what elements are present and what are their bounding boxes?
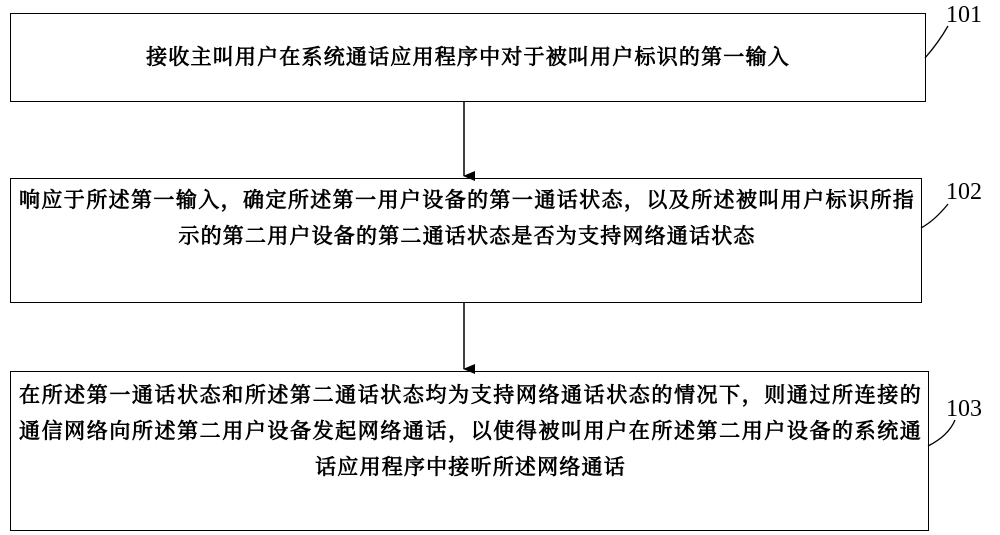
step-box-103 <box>10 371 929 531</box>
leader-line-102 <box>921 204 948 228</box>
step-ref-102: 102 <box>946 179 982 205</box>
step-text-103: 在所述第一通话状态和所述第二通话状态均为支持网络通话状态的情况下，则通过所连接的通信网络向所述第二用户设备发起网络通话，以使得被叫用户在所述第二用户设备的系统通话应用程序中接听所述网络通话 <box>19 382 922 479</box>
step-text-102: 响应于所述第一输入，确定所述第一用户设备的第一通话状态，以及所述被叫用户标识所指示的第二用户设备的第二通话状态是否为支持网络通话状态 <box>19 187 915 248</box>
step-box-102 <box>10 178 922 303</box>
step-box-101 <box>10 13 926 102</box>
leader-line-103 <box>928 420 955 446</box>
step-ref-101: 101 <box>946 2 982 28</box>
step-text-101: 接收主叫用户在系统通话应用程序中对于被叫用户标识的第一输入 <box>146 44 790 69</box>
step-ref-103: 103 <box>946 396 982 422</box>
leader-line-101 <box>925 26 948 58</box>
